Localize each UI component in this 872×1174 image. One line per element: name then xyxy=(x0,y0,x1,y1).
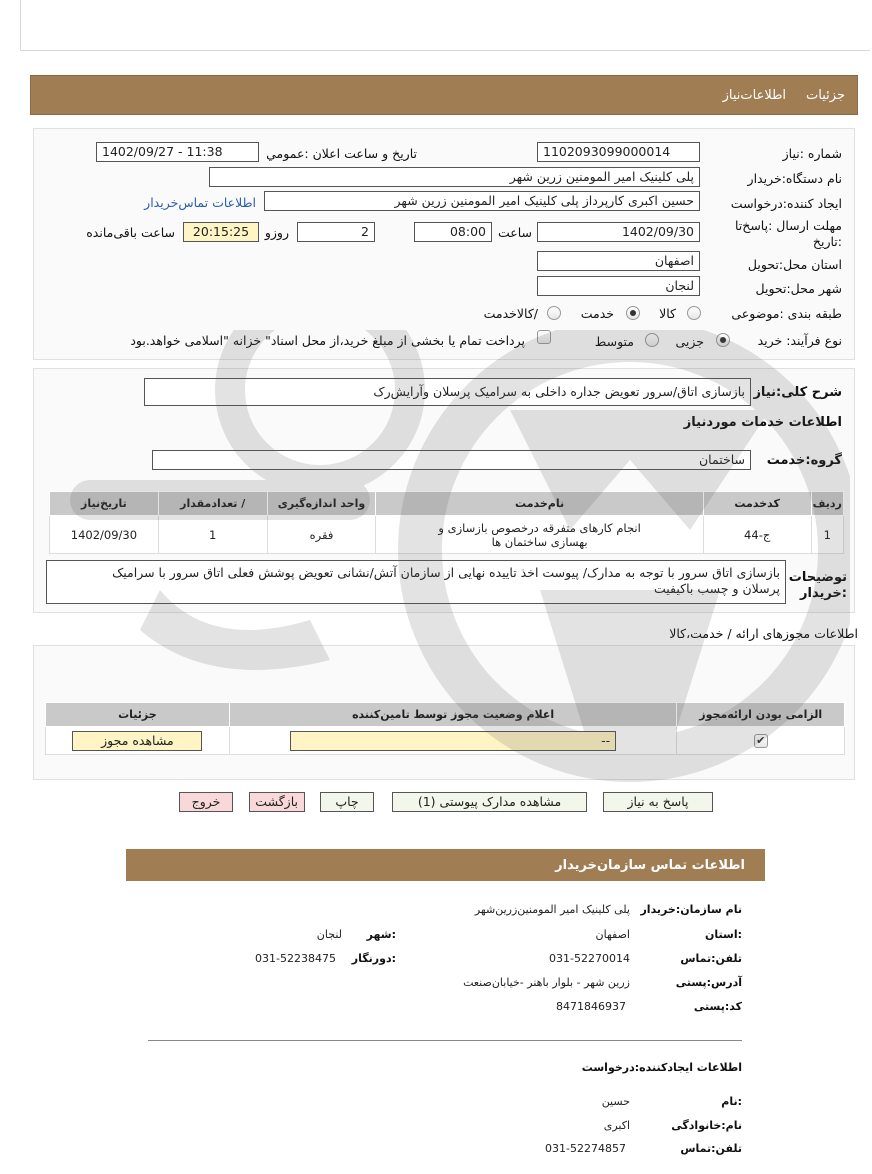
page-header xyxy=(30,75,858,115)
creator-label: ایجاد کننده:درخواست xyxy=(730,196,842,211)
creator-field: حسین اکبری کارپرداز پلی کلینیک امیر المومنین زرین شهر xyxy=(264,191,700,211)
tab-need-info[interactable]: اطلاعات‌نیاز xyxy=(722,87,787,103)
treasury-payment-note: پرداخت تمام یا بخشی از مبلغ خرید،از محل اسناد" خزانه "اسلامی خواهد.بود xyxy=(130,333,525,348)
contact-address-value: زرین شهر - بلوار باهنر -خیابان‌صنعت xyxy=(463,976,630,989)
creator-name-label: :نام xyxy=(721,1095,742,1108)
col-qty: / تعدادمقدار xyxy=(158,492,267,516)
reply-button[interactable]: پاسخ به نیاز xyxy=(603,792,713,812)
attachments-button[interactable]: مشاهده مدارک پیوستی (1) xyxy=(392,792,587,812)
announce-datetime-field: 1402/09/27 - 11:38 xyxy=(96,142,259,162)
deadline-time-field: 08:00 xyxy=(414,222,492,242)
permit-required-cell xyxy=(677,727,845,755)
contact-province-value: اصفهان xyxy=(595,928,630,941)
contact-org-value: پلی کلینیک امیر المومنین‌زرین‌شهر xyxy=(474,903,630,916)
contact-divider xyxy=(148,1040,742,1041)
category-both-radio[interactable] xyxy=(547,306,561,320)
col-permit-required: الزامی بودن ارائه‌مجوز xyxy=(677,703,845,727)
contact-postal-label: کد:پستی xyxy=(693,1000,742,1013)
view-permit-button[interactable]: مشاهده مجوز xyxy=(72,731,202,751)
row-name-line-1: انجام کارهای متفرقه درخصوص بازسازی و xyxy=(438,520,641,535)
contact-province-label: :استان xyxy=(705,928,742,941)
province-field: اصفهان xyxy=(537,251,700,271)
deadline-label-2: :تاریخ xyxy=(812,234,842,249)
category-label: طبقه بندی :موضوعی xyxy=(731,306,842,321)
category-goods-radio[interactable] xyxy=(687,306,701,320)
services-title: اطلاعات خدمات موردنیاز xyxy=(683,415,842,430)
days-field: 2 xyxy=(297,222,375,242)
service-group-field: ساختمان xyxy=(152,450,751,470)
city-label: شهر محل:تحویل xyxy=(755,281,842,296)
contact-phone-label: تلفن:تماس xyxy=(680,952,742,965)
row-name-line-2: بهسازی ساختمان ها xyxy=(491,534,588,549)
permits-title: اطلاعات مجوزهای ارائه / خدمت،کالا xyxy=(669,626,858,641)
buyer-notes-line-1: بازسازی اتاق سرور با توجه به مدارک/ پیوست اخذ تاییده نهایی از سازمان آتش/نشانی تعویض پوشش فعلی اتاق سرور با سرامیک xyxy=(112,565,780,580)
deadline-label-1: مهلت ارسال :پاسخ‌تا xyxy=(734,218,842,233)
category-service-radio[interactable] xyxy=(626,306,640,320)
col-name: نام‌خدمت xyxy=(376,492,703,516)
table-row xyxy=(46,727,845,755)
print-button[interactable]: چاپ xyxy=(320,792,374,812)
buyer-label: نام دستگاه:خریدار xyxy=(747,171,842,186)
buyer-contact-link[interactable]: اطلاعات تماس‌خریدار xyxy=(144,195,256,210)
permit-status-field: -- xyxy=(290,731,616,751)
tab-details[interactable]: جزئیات xyxy=(806,87,845,103)
col-date: تاریخ‌نیاز xyxy=(50,492,159,516)
creator-family-value: اکبری xyxy=(603,1119,630,1132)
row-name xyxy=(376,516,703,554)
back-button[interactable]: بازگشت xyxy=(249,792,305,812)
city-field: لنجان xyxy=(537,276,700,296)
row-date: 1402/09/30 xyxy=(50,516,159,554)
contact-city-value: لنجان xyxy=(316,928,342,941)
announce-label: تاریخ و ساعت اعلان :عمومي xyxy=(266,146,417,161)
contact-fax-value: 031-52238475 xyxy=(255,952,336,965)
col-permit-details: جزئیات xyxy=(46,703,230,727)
col-index: ردیف xyxy=(811,492,843,516)
row-code: ج-44 xyxy=(703,516,811,554)
buyer-notes-label-1: توضیحات xyxy=(788,570,847,585)
deadline-date-field: 1402/09/30 xyxy=(537,222,700,242)
frame-left-line xyxy=(20,0,21,50)
buyer-notes-label-2: :خریدار xyxy=(800,586,847,601)
row-index: 1 xyxy=(811,516,843,554)
need-number-label: شماره :نیاز xyxy=(782,146,842,161)
table-row xyxy=(50,516,844,554)
permits-table xyxy=(45,702,845,755)
buyer-notes-line-2: پرسلان و چسب باکیفیت xyxy=(654,581,780,596)
contact-address-label: آدرس:پستی xyxy=(675,976,742,989)
need-description-field: بازسازی اتاق/سرور تعویض جداره داخلی به سرامیک پرسلان وآرایش‌رک xyxy=(144,378,751,406)
permit-details-cell xyxy=(46,727,230,755)
process-partial-label: جزیی xyxy=(675,334,704,349)
contact-org-label: نام سازمان:خریدار xyxy=(640,903,742,916)
buyer-notes-field xyxy=(46,560,786,604)
permit-status-cell xyxy=(229,727,677,755)
category-service-label: خدمت xyxy=(580,306,614,321)
services-table-header xyxy=(50,492,844,516)
col-permit-status: اعلام وضعیت مجوز توسط تامین‌کننده xyxy=(229,703,677,727)
col-code: کدخدمت xyxy=(703,492,811,516)
contact-header: اطلاعات تماس سازمان‌خریدار xyxy=(126,849,765,881)
services-table xyxy=(49,491,844,554)
buyer-field: پلی کلینیک امیر المومنین زرین شهر xyxy=(209,167,700,187)
province-label: استان محل:تحویل xyxy=(747,257,842,272)
creator-info-title: اطلاعات ایجادکننده:درخواست xyxy=(581,1061,742,1074)
need-number-field: 1102093099000014 xyxy=(537,142,700,162)
remaining-time-field: 20:15:25 xyxy=(183,222,259,242)
treasury-payment-checkbox[interactable] xyxy=(537,330,551,344)
creator-family-label: نام:خانوادگی xyxy=(671,1119,742,1132)
frame-top-line xyxy=(20,50,870,51)
row-unit: فقره xyxy=(267,516,376,554)
col-unit: واحد اندازه‌گیری xyxy=(267,492,376,516)
process-partial-radio[interactable] xyxy=(716,333,730,347)
contact-fax-label: :دورنگار xyxy=(351,952,396,965)
contact-city-label: :شهر xyxy=(366,928,396,941)
creator-phone-value: 031-52274857 xyxy=(545,1142,626,1155)
deadline-time-label: ساعت xyxy=(497,225,532,240)
permits-table-header xyxy=(46,703,845,727)
permit-required-checkbox: ✔ xyxy=(754,734,768,748)
service-group-label: گروه:خدمت xyxy=(766,453,842,468)
creator-name-value: حسین xyxy=(601,1095,630,1108)
need-description-label: شرح کلی:نیاز xyxy=(753,385,842,400)
contact-postal-value: 8471846937 xyxy=(556,1000,626,1013)
category-both-label: /کالاخدمت xyxy=(483,306,538,321)
process-medium-radio[interactable] xyxy=(645,333,659,347)
exit-button[interactable]: خروج xyxy=(179,792,233,812)
contact-phone-value: 031-52270014 xyxy=(549,952,630,965)
need-info-panel xyxy=(33,128,855,360)
process-label: نوع فرآیند: خرید xyxy=(757,333,842,348)
creator-phone-label: تلفن:تماس xyxy=(680,1142,742,1155)
days-label: روزو xyxy=(264,225,289,240)
category-goods-label: کالا xyxy=(659,306,676,321)
process-medium-label: متوسط xyxy=(594,334,634,349)
remaining-label: ساعت باقی‌مانده xyxy=(86,225,175,240)
row-qty: 1 xyxy=(158,516,267,554)
